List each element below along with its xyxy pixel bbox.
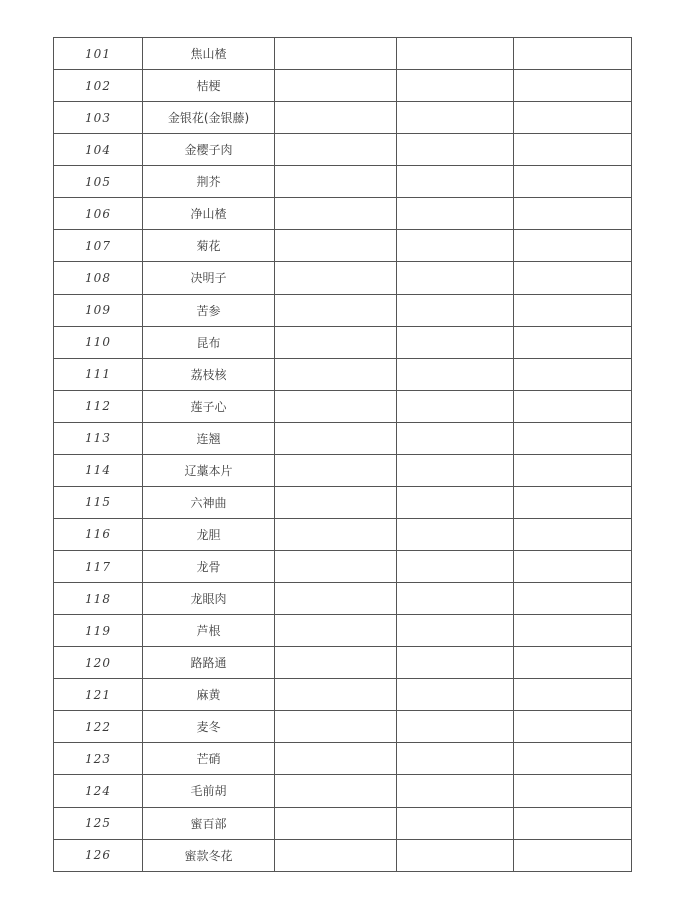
empty-cell bbox=[397, 583, 514, 615]
empty-cell bbox=[275, 807, 397, 839]
table-row bbox=[54, 134, 632, 166]
empty-cell bbox=[275, 583, 397, 615]
empty-cell bbox=[275, 486, 397, 518]
empty-cell bbox=[397, 358, 514, 390]
table-row bbox=[54, 615, 632, 647]
empty-cell bbox=[514, 38, 632, 70]
herb-name-cell: 蜜百部 bbox=[143, 807, 275, 839]
herb-table-body bbox=[54, 38, 632, 872]
herb-name-cell: 芒硝 bbox=[143, 743, 275, 775]
empty-cell bbox=[514, 262, 632, 294]
empty-cell bbox=[275, 839, 397, 871]
empty-cell bbox=[397, 647, 514, 679]
table-row bbox=[54, 102, 632, 134]
row-number-cell: 106 bbox=[54, 198, 143, 230]
row-number-cell: 105 bbox=[54, 166, 143, 198]
empty-cell bbox=[514, 102, 632, 134]
empty-cell bbox=[397, 70, 514, 102]
herb-name-cell: 麻黄 bbox=[143, 679, 275, 711]
table-row bbox=[54, 486, 632, 518]
herb-name-cell: 净山楂 bbox=[143, 198, 275, 230]
empty-cell bbox=[514, 70, 632, 102]
empty-cell bbox=[397, 743, 514, 775]
row-number-cell: 120 bbox=[54, 647, 143, 679]
herb-name-cell: 麦冬 bbox=[143, 711, 275, 743]
empty-cell bbox=[514, 839, 632, 871]
empty-cell bbox=[275, 262, 397, 294]
empty-cell bbox=[514, 518, 632, 550]
herb-name-cell: 苦参 bbox=[143, 294, 275, 326]
row-number-cell: 109 bbox=[54, 294, 143, 326]
empty-cell bbox=[275, 711, 397, 743]
empty-cell bbox=[275, 198, 397, 230]
herb-name-cell: 六神曲 bbox=[143, 486, 275, 518]
empty-cell bbox=[275, 134, 397, 166]
table-row bbox=[54, 647, 632, 679]
empty-cell bbox=[514, 454, 632, 486]
table-row bbox=[54, 166, 632, 198]
empty-cell bbox=[275, 166, 397, 198]
herb-name-cell: 决明子 bbox=[143, 262, 275, 294]
table-row bbox=[54, 390, 632, 422]
row-number-cell: 119 bbox=[54, 615, 143, 647]
table-row bbox=[54, 422, 632, 454]
empty-cell bbox=[514, 551, 632, 583]
empty-cell bbox=[397, 262, 514, 294]
row-number-cell: 111 bbox=[54, 358, 143, 390]
empty-cell bbox=[514, 807, 632, 839]
empty-cell bbox=[514, 230, 632, 262]
empty-cell bbox=[514, 166, 632, 198]
document-page bbox=[53, 37, 626, 872]
empty-cell bbox=[275, 454, 397, 486]
herb-name-cell: 毛前胡 bbox=[143, 775, 275, 807]
empty-cell bbox=[397, 615, 514, 647]
empty-cell bbox=[275, 70, 397, 102]
empty-cell bbox=[275, 775, 397, 807]
herb-name-cell: 金银花(金银藤) bbox=[143, 102, 275, 134]
empty-cell bbox=[397, 422, 514, 454]
table-row bbox=[54, 518, 632, 550]
empty-cell bbox=[514, 711, 632, 743]
row-number-cell: 107 bbox=[54, 230, 143, 262]
empty-cell bbox=[397, 839, 514, 871]
empty-cell bbox=[514, 647, 632, 679]
row-number-cell: 116 bbox=[54, 518, 143, 550]
herb-name-cell: 龙眼肉 bbox=[143, 583, 275, 615]
herb-name-cell: 金樱子肉 bbox=[143, 134, 275, 166]
herb-name-cell: 荆芥 bbox=[143, 166, 275, 198]
herb-table bbox=[53, 37, 632, 872]
empty-cell bbox=[514, 486, 632, 518]
row-number-cell: 108 bbox=[54, 262, 143, 294]
empty-cell bbox=[397, 518, 514, 550]
empty-cell bbox=[514, 390, 632, 422]
row-number-cell: 102 bbox=[54, 70, 143, 102]
herb-name-cell: 焦山楂 bbox=[143, 38, 275, 70]
row-number-cell: 115 bbox=[54, 486, 143, 518]
empty-cell bbox=[397, 551, 514, 583]
row-number-cell: 126 bbox=[54, 839, 143, 871]
row-number-cell: 122 bbox=[54, 711, 143, 743]
table-row bbox=[54, 230, 632, 262]
table-row bbox=[54, 743, 632, 775]
empty-cell bbox=[514, 583, 632, 615]
empty-cell bbox=[275, 518, 397, 550]
table-row bbox=[54, 775, 632, 807]
empty-cell bbox=[397, 166, 514, 198]
row-number-cell: 114 bbox=[54, 454, 143, 486]
empty-cell bbox=[275, 551, 397, 583]
empty-cell bbox=[275, 38, 397, 70]
row-number-cell: 103 bbox=[54, 102, 143, 134]
row-number-cell: 123 bbox=[54, 743, 143, 775]
empty-cell bbox=[275, 647, 397, 679]
table-row bbox=[54, 38, 632, 70]
empty-cell bbox=[514, 422, 632, 454]
row-number-cell: 124 bbox=[54, 775, 143, 807]
empty-cell bbox=[275, 102, 397, 134]
table-row bbox=[54, 262, 632, 294]
table-row bbox=[54, 198, 632, 230]
empty-cell bbox=[397, 230, 514, 262]
table-row bbox=[54, 839, 632, 871]
empty-cell bbox=[397, 711, 514, 743]
table-row bbox=[54, 326, 632, 358]
empty-cell bbox=[514, 358, 632, 390]
empty-cell bbox=[514, 294, 632, 326]
empty-cell bbox=[514, 134, 632, 166]
empty-cell bbox=[397, 775, 514, 807]
empty-cell bbox=[275, 743, 397, 775]
empty-cell bbox=[275, 230, 397, 262]
empty-cell bbox=[397, 198, 514, 230]
empty-cell bbox=[397, 679, 514, 711]
herb-name-cell: 龙骨 bbox=[143, 551, 275, 583]
herb-name-cell: 蜜款冬花 bbox=[143, 839, 275, 871]
empty-cell bbox=[275, 294, 397, 326]
empty-cell bbox=[514, 198, 632, 230]
herb-name-cell: 芦根 bbox=[143, 615, 275, 647]
empty-cell bbox=[397, 807, 514, 839]
empty-cell bbox=[275, 390, 397, 422]
empty-cell bbox=[397, 294, 514, 326]
empty-cell bbox=[514, 326, 632, 358]
empty-cell bbox=[397, 38, 514, 70]
row-number-cell: 101 bbox=[54, 38, 143, 70]
row-number-cell: 104 bbox=[54, 134, 143, 166]
herb-name-cell: 路路通 bbox=[143, 647, 275, 679]
row-number-cell: 118 bbox=[54, 583, 143, 615]
herb-name-cell: 辽藁本片 bbox=[143, 454, 275, 486]
herb-name-cell: 昆布 bbox=[143, 326, 275, 358]
table-row bbox=[54, 551, 632, 583]
herb-name-cell: 菊花 bbox=[143, 230, 275, 262]
empty-cell bbox=[397, 134, 514, 166]
herb-name-cell: 荔枝核 bbox=[143, 358, 275, 390]
table-row bbox=[54, 358, 632, 390]
empty-cell bbox=[514, 775, 632, 807]
empty-cell bbox=[397, 102, 514, 134]
table-row bbox=[54, 294, 632, 326]
herb-name-cell: 龙胆 bbox=[143, 518, 275, 550]
row-number-cell: 110 bbox=[54, 326, 143, 358]
empty-cell bbox=[275, 358, 397, 390]
empty-cell bbox=[397, 390, 514, 422]
row-number-cell: 113 bbox=[54, 422, 143, 454]
empty-cell bbox=[275, 615, 397, 647]
table-row bbox=[54, 679, 632, 711]
empty-cell bbox=[275, 326, 397, 358]
empty-cell bbox=[397, 454, 514, 486]
empty-cell bbox=[514, 615, 632, 647]
empty-cell bbox=[397, 486, 514, 518]
herb-name-cell: 莲子心 bbox=[143, 390, 275, 422]
herb-name-cell: 桔梗 bbox=[143, 70, 275, 102]
table-row bbox=[54, 454, 632, 486]
empty-cell bbox=[397, 326, 514, 358]
row-number-cell: 125 bbox=[54, 807, 143, 839]
table-row bbox=[54, 70, 632, 102]
empty-cell bbox=[514, 679, 632, 711]
table-row bbox=[54, 711, 632, 743]
empty-cell bbox=[275, 679, 397, 711]
herb-name-cell: 连翘 bbox=[143, 422, 275, 454]
row-number-cell: 117 bbox=[54, 551, 143, 583]
empty-cell bbox=[275, 422, 397, 454]
table-row bbox=[54, 583, 632, 615]
table-row bbox=[54, 807, 632, 839]
row-number-cell: 121 bbox=[54, 679, 143, 711]
empty-cell bbox=[514, 743, 632, 775]
row-number-cell: 112 bbox=[54, 390, 143, 422]
